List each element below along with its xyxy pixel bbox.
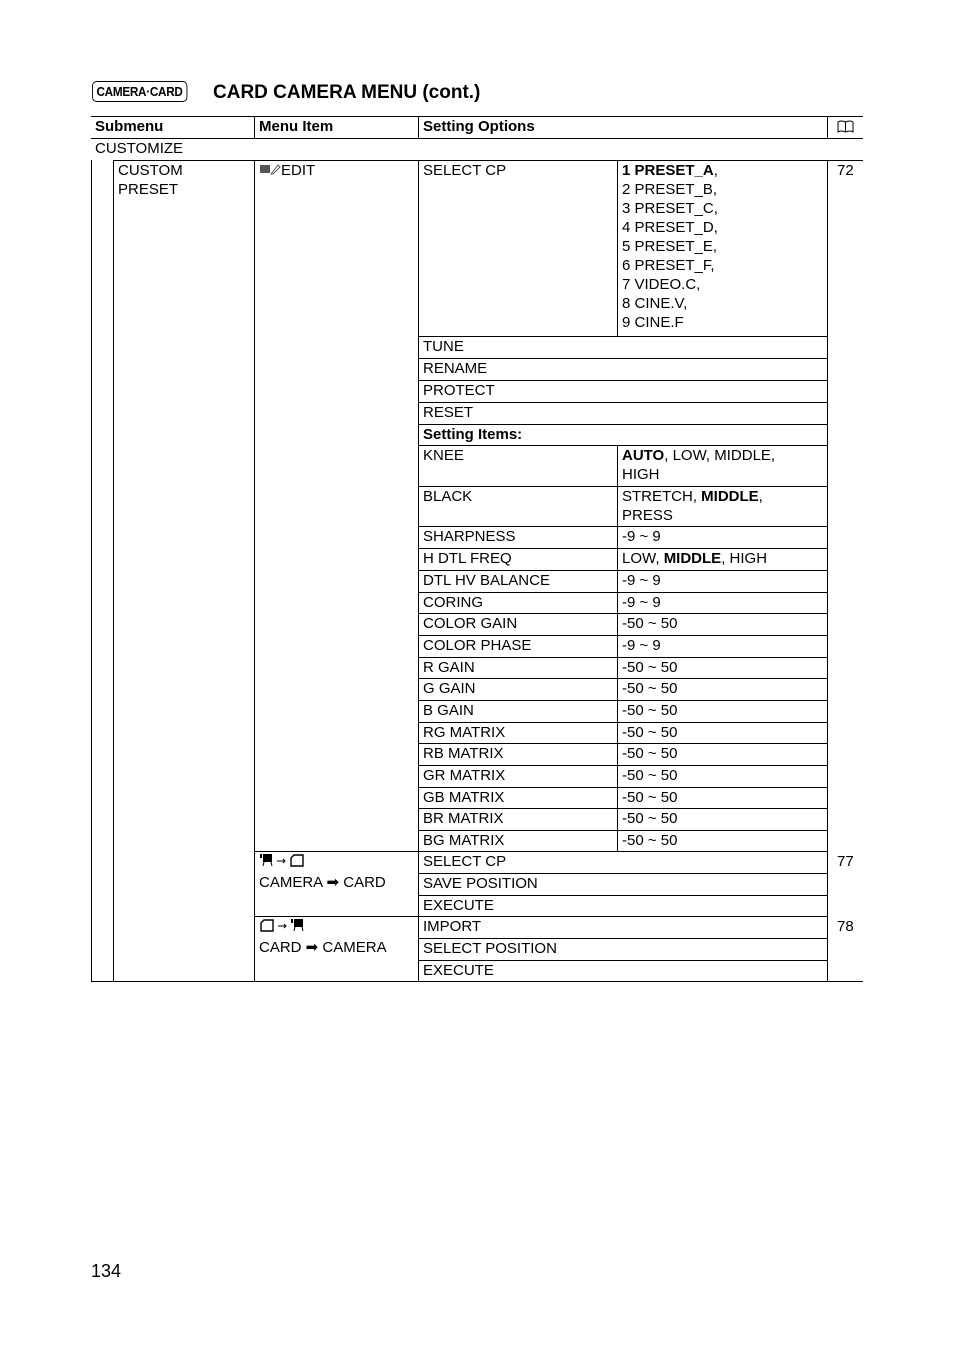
camera-label: CAMERA bbox=[322, 939, 387, 956]
setting-item: COLOR GAIN bbox=[423, 615, 518, 632]
setting-options bbox=[622, 571, 661, 590]
page-ref: 72 bbox=[837, 162, 854, 179]
option-text: STRETCH, bbox=[622, 488, 702, 505]
setting-item: RG MATRIX bbox=[423, 724, 506, 741]
option-text: 9 CINE.F bbox=[622, 314, 684, 331]
table-rule bbox=[617, 765, 618, 787]
setting-item: EXECUTE bbox=[423, 897, 494, 914]
table-rule bbox=[617, 787, 618, 808]
setting-item: GR MATRIX bbox=[423, 767, 506, 784]
page-ref: 77 bbox=[837, 853, 854, 870]
option-text: , LOW, MIDDLE, bbox=[664, 447, 776, 464]
table-rule bbox=[617, 657, 618, 678]
table-rule bbox=[617, 570, 618, 592]
setting-options bbox=[622, 679, 677, 698]
option-text: 8 CINE.V, bbox=[622, 295, 688, 312]
setting-item: SHARPNESS bbox=[423, 528, 516, 545]
table-rule bbox=[617, 160, 618, 336]
setting-item: PROTECT bbox=[423, 382, 495, 399]
option-text: 3 PRESET_C, bbox=[622, 200, 718, 217]
option-text: -50 ~ 50 bbox=[622, 789, 678, 806]
option-text: -50 ~ 50 bbox=[622, 724, 678, 741]
table-rule bbox=[617, 635, 618, 657]
setting-item: H DTL FREQ bbox=[423, 550, 512, 567]
setting-item: B GAIN bbox=[423, 702, 474, 719]
table-rule bbox=[617, 526, 618, 548]
option-text: MIDDLE bbox=[663, 550, 722, 567]
table-rule bbox=[113, 160, 114, 981]
table-rule bbox=[617, 445, 618, 486]
table-rule bbox=[617, 743, 618, 765]
table-rule bbox=[418, 116, 419, 138]
setting-options bbox=[622, 658, 677, 677]
setting-item: CORING bbox=[423, 594, 483, 611]
table-rule bbox=[617, 808, 618, 830]
setting-options bbox=[622, 701, 677, 720]
setting-item: EXECUTE bbox=[423, 962, 494, 979]
submenu-custom-preset: CUSTOM PRESET bbox=[118, 162, 183, 198]
table-rule bbox=[617, 486, 618, 526]
table-rule bbox=[254, 851, 827, 852]
option-text: 1 PRESET_A bbox=[622, 162, 714, 179]
setting-options bbox=[622, 487, 763, 525]
page-number: 134 bbox=[91, 1261, 122, 1281]
table-rule bbox=[254, 160, 255, 981]
option-text: -9 ~ 9 bbox=[622, 572, 661, 589]
edit-icon bbox=[259, 162, 281, 179]
table-rule bbox=[418, 402, 827, 403]
option-text: 4 PRESET_D, bbox=[622, 219, 718, 236]
setting-options bbox=[622, 593, 661, 612]
setting-item: IMPORT bbox=[423, 918, 482, 935]
camera-to-card-icon bbox=[259, 852, 386, 873]
setting-item: SELECT POSITION bbox=[423, 940, 557, 957]
setting-options bbox=[622, 788, 677, 807]
setting-item: BLACK bbox=[423, 488, 473, 505]
option-text: -50 ~ 50 bbox=[622, 615, 678, 632]
option-text: -50 ~ 50 bbox=[622, 767, 678, 784]
option-text: -50 ~ 50 bbox=[622, 659, 678, 676]
page-ref: 78 bbox=[837, 918, 854, 935]
option-text: -50 ~ 50 bbox=[622, 702, 678, 719]
menu-item-edit bbox=[259, 161, 315, 180]
option-text: -50 ~ 50 bbox=[622, 810, 678, 827]
setting-item: COLOR PHASE bbox=[423, 637, 532, 654]
submenu-customize: CUSTOMIZE bbox=[95, 140, 184, 157]
setting-item: BR MATRIX bbox=[423, 810, 504, 827]
setting-item: KNEE bbox=[423, 447, 464, 464]
header-submenu: Submenu bbox=[95, 118, 164, 135]
option-text: 6 PRESET_F, bbox=[622, 257, 715, 274]
setting-item: DTL HV BALANCE bbox=[423, 572, 550, 589]
setting-item: SELECT CP bbox=[423, 162, 507, 179]
table-rule bbox=[254, 916, 827, 917]
setting-options bbox=[622, 527, 661, 546]
setting-item: R GAIN bbox=[423, 659, 475, 676]
option-text: , HIGH bbox=[721, 550, 768, 567]
camera-card-badge: CAMERA·CARD bbox=[92, 81, 187, 102]
option-text: -9 ~ 9 bbox=[622, 594, 661, 611]
table-rule bbox=[91, 116, 863, 117]
table-rule bbox=[617, 722, 618, 743]
table-rule bbox=[617, 700, 618, 722]
option-text: , bbox=[758, 488, 763, 505]
setting-item: Setting Items: bbox=[423, 426, 523, 443]
table-rule bbox=[617, 830, 618, 851]
setting-item: BG MATRIX bbox=[423, 832, 505, 849]
option-text: AUTO bbox=[622, 447, 665, 464]
card-label: CARD bbox=[343, 874, 386, 891]
table-rule bbox=[617, 548, 618, 570]
option-text: 7 VIDEO.C, bbox=[622, 276, 701, 293]
setting-item: RESET bbox=[423, 404, 474, 421]
option-text: PRESS bbox=[622, 507, 673, 524]
option-text: -50 ~ 50 bbox=[622, 745, 678, 762]
table-rule bbox=[418, 160, 419, 981]
card-to-camera-icon bbox=[259, 917, 387, 938]
option-text: -50 ~ 50 bbox=[622, 680, 678, 697]
setting-item: GB MATRIX bbox=[423, 789, 505, 806]
table-rule bbox=[113, 160, 863, 161]
page-title: CARD CAMERA MENU (cont.) bbox=[213, 82, 481, 103]
setting-options bbox=[622, 766, 677, 785]
table-rule bbox=[91, 138, 863, 139]
setting-options bbox=[622, 549, 767, 568]
option-text: 5 PRESET_E, bbox=[622, 238, 718, 255]
table-rule bbox=[254, 116, 255, 138]
option-text: -9 ~ 9 bbox=[622, 528, 661, 545]
option-text: 2 PRESET_B, bbox=[622, 181, 718, 198]
setting-item: RB MATRIX bbox=[423, 745, 504, 762]
option-text: -50 ~ 50 bbox=[622, 832, 678, 849]
setting-item: SAVE POSITION bbox=[423, 875, 538, 892]
camera-label: CAMERA bbox=[259, 874, 323, 891]
table-rule bbox=[617, 678, 618, 700]
table-rule bbox=[617, 613, 618, 635]
edit-label: EDIT bbox=[281, 162, 316, 179]
menu-item-camera-to-card: CAMERA ➡ CARD bbox=[259, 852, 386, 892]
setting-options bbox=[622, 831, 677, 850]
menu-item-card-to-camera: CARD ➡ CAMERA bbox=[259, 917, 387, 957]
option-text: MIDDLE bbox=[701, 488, 759, 505]
option-text: HIGH bbox=[622, 466, 660, 483]
option-text: LOW, bbox=[622, 550, 664, 567]
table-rule bbox=[827, 116, 828, 138]
setting-options bbox=[622, 723, 677, 742]
setting-item: G GAIN bbox=[423, 680, 476, 697]
setting-options bbox=[622, 636, 661, 655]
setting-item: SELECT CP bbox=[423, 853, 507, 870]
header-setting-options: Setting Options bbox=[423, 118, 535, 135]
card-label: CARD bbox=[259, 939, 302, 956]
table-rule bbox=[418, 336, 827, 337]
setting-options bbox=[622, 809, 677, 828]
option-text: , bbox=[713, 162, 718, 179]
setting-item: TUNE bbox=[423, 338, 464, 355]
table-rule bbox=[617, 592, 618, 613]
book-icon bbox=[837, 120, 854, 137]
table-rule bbox=[91, 160, 92, 981]
table-rule bbox=[91, 981, 863, 982]
setting-options bbox=[622, 161, 718, 332]
option-text: -9 ~ 9 bbox=[622, 637, 661, 654]
setting-options bbox=[622, 446, 775, 484]
header-menu-item: Menu Item bbox=[259, 118, 334, 135]
setting-options bbox=[622, 744, 677, 763]
setting-options bbox=[622, 614, 677, 633]
table-rule bbox=[827, 160, 828, 981]
setting-item: RENAME bbox=[423, 360, 488, 377]
